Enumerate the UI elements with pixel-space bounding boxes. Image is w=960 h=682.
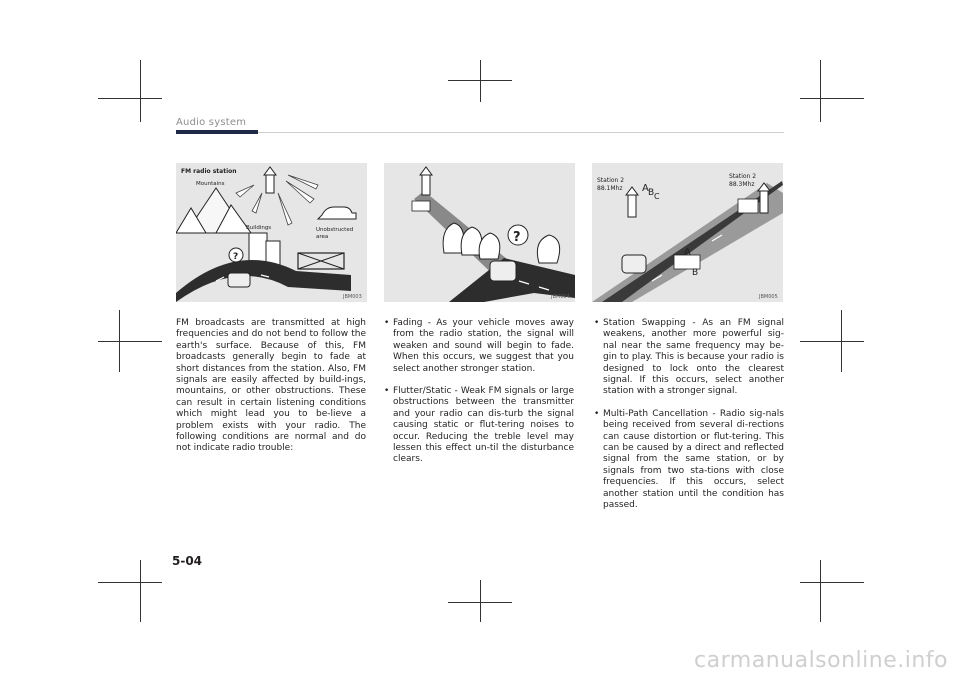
signal-arrow: [278, 193, 292, 225]
unobstructed-label: Unobstructed: [316, 227, 354, 233]
area-label: area: [316, 234, 329, 240]
car-icon: [490, 261, 516, 281]
station-right-name: Station 2: [729, 173, 757, 180]
road-shape: [176, 260, 351, 302]
letter-a-label: A: [684, 247, 691, 258]
radio-tower-icon: [422, 175, 430, 195]
station-swapping-illustration: [592, 163, 783, 302]
crop-mark: [820, 60, 821, 122]
crop-mark: [841, 310, 842, 372]
letter-a-label: A: [642, 183, 649, 194]
radio-tower-top: [264, 167, 276, 175]
letter-c-label: C: [654, 192, 660, 201]
crop-mark: [98, 98, 162, 99]
crop-mark: [480, 60, 481, 102]
watermark-text: carmanualsonline.info: [694, 648, 948, 673]
sound-wave-icon: [738, 199, 758, 213]
tree-shape: [537, 235, 559, 263]
radio-tower-icon: [760, 191, 768, 213]
header-accent-bar: [176, 130, 258, 134]
fm-station-label: FM radio station: [181, 168, 237, 175]
bullet-multi-path: • Multi-Path Cancellation - Radio sig-nals being received from several di-rections can cause distortion or flut-tering. This can be caused by a direct and reflected signal from the same station, or by signals from two sta-tions with close frequencies. If this occurs, select another station until the condition has passed.: [594, 409, 784, 512]
station-left-frequency: 88.1Mhz: [597, 185, 623, 192]
bullet-flutter-static: • Flutter/Static - Weak FM signals or large obstructions between the transmitter and your radio can dis-turb the signal causing static or flut-tering noises to occur. Reducing the treble level may lessen this effect un-til the disturbance clears.: [384, 386, 574, 466]
letter-b-label: B: [692, 268, 699, 278]
figure-fading: [384, 163, 575, 302]
station-left-name: Station 2: [597, 177, 625, 184]
fm-obstructions-illustration: [176, 163, 367, 302]
sound-wave-icon: [412, 201, 430, 211]
page-number: 5-04: [172, 554, 203, 568]
radio-tower-icon: [266, 175, 274, 193]
crop-mark: [98, 582, 162, 583]
bullet-fading: • Fading - As your vehicle moves away from the radio station, the signal will weaken and sound will begin to fade. When this occurs, we suggest that you select another stronger station.: [384, 318, 574, 375]
intro-paragraph: FM broadcasts are transmitted at high frequencies and do not bend to follow the earth's surface. Because of this, FM broadcasts generally begin to fade at short distances from the station. Also, FM signals are easily affected by build-ings, mountains, or other obstructions. These can result in certain listening conditions which might lead you to be-lieve a problem exists with your radio. The following conditions are normal and do not indicate radio trouble:: [176, 318, 366, 454]
mountains-label: Mountains: [196, 181, 225, 187]
car-icon: [318, 207, 356, 219]
question-mark: ?: [233, 252, 239, 262]
car-icon: [228, 273, 250, 287]
section-title: Audio system: [176, 117, 247, 128]
figure-code: JBM005: [759, 294, 778, 300]
header-rule: [258, 132, 784, 133]
crop-mark: [800, 582, 864, 583]
crop-mark: [140, 560, 141, 622]
car-icon: [622, 255, 646, 273]
crop-mark: [119, 310, 120, 372]
middle-column: [384, 318, 574, 477]
left-column: [176, 318, 366, 455]
signal-arrow: [252, 193, 262, 213]
signal-arrow: [236, 185, 254, 197]
crop-mark: [98, 341, 162, 342]
radio-tower-top: [420, 167, 432, 175]
station-right-frequency: 88.3Mhz: [729, 181, 755, 188]
figure-code: JBM003: [343, 294, 362, 300]
fading-illustration: [384, 163, 575, 302]
radio-tower-icon: [628, 195, 636, 217]
letter-b-label: B: [648, 188, 655, 198]
bullet-station-swapping: • Station Swapping - As an FM signal weakens, another more powerful sig-nal near the same frequency may be-gin to play. This is because your radio is designed to lock onto the clearest signal. If this occurs, select another station with a stronger signal.: [594, 318, 784, 398]
figure-station-swapping: [592, 163, 783, 302]
tree-shape: [479, 233, 500, 259]
radio-tower-top: [626, 187, 638, 195]
figure-fm-obstructions: [176, 163, 367, 302]
right-column: [594, 318, 784, 523]
question-mark: ?: [513, 230, 521, 245]
crop-mark: [820, 560, 821, 622]
figure-code: JBM004: [551, 294, 570, 300]
crop-mark: [800, 341, 864, 342]
crop-mark: [140, 60, 141, 122]
crop-mark: [480, 580, 481, 622]
buildings-label: Buildings: [246, 225, 272, 231]
crop-mark: [800, 98, 864, 99]
